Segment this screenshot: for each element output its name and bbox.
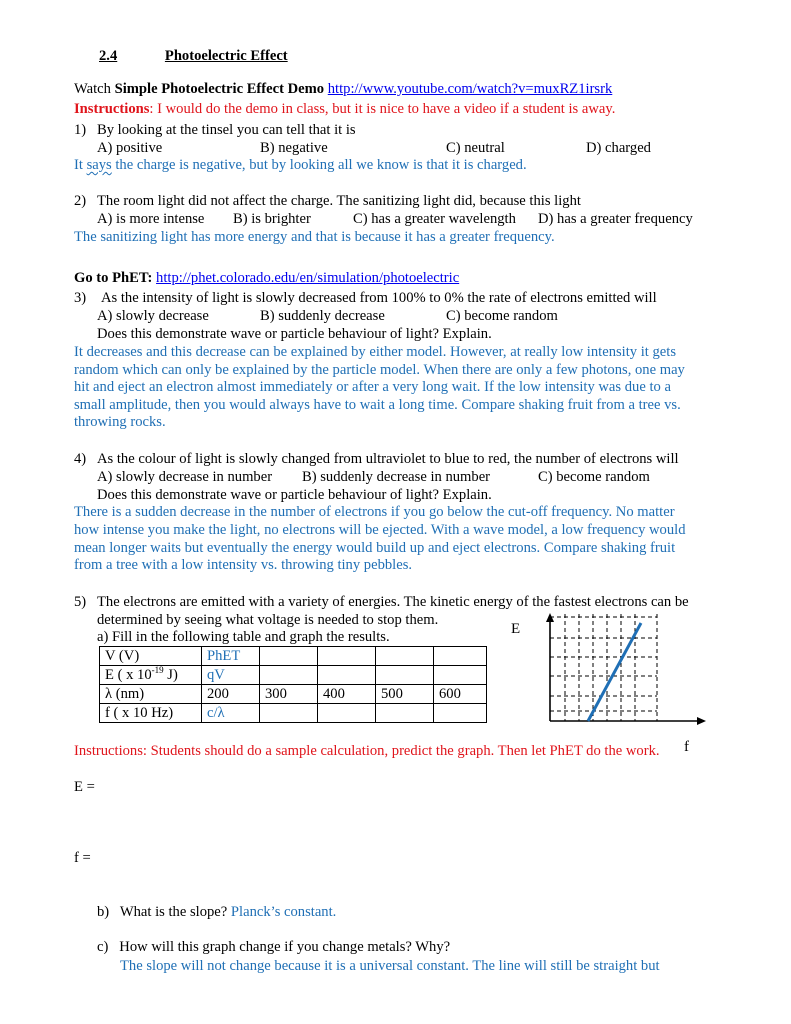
q4-answer-line: how intense you make the light, no electrons will be ejected. With a wave model, a low frequency would xyxy=(74,522,686,538)
data-table xyxy=(99,646,487,723)
graph-y-label: E xyxy=(511,621,521,637)
row-label-e: E ( x $10^{-19}$ J) xyxy=(100,666,202,685)
sketch-graph xyxy=(540,610,710,730)
instructions-label: Instructions xyxy=(74,101,150,117)
table-row xyxy=(100,685,487,704)
table-cell xyxy=(318,666,376,685)
phet-label: Go to PhET: xyxy=(74,270,153,286)
table-cell xyxy=(260,704,318,723)
table-cell: c/λ xyxy=(202,704,260,723)
table-cell: qV xyxy=(202,666,260,685)
table-cell: 600 xyxy=(434,685,487,704)
row-label-lambda: λ (nm) xyxy=(100,685,202,704)
q4-text: As the colour of light is slowly changed from ultraviolet to blue to red, the number of electrons will xyxy=(97,451,679,467)
instructions-text: : I would do the demo in class, but it is nice to have a video if a student is away. xyxy=(149,101,616,117)
section-heading xyxy=(99,47,288,65)
q4-option-a: A) slowly decrease in number xyxy=(97,469,273,485)
watch-prefix: Watch xyxy=(74,81,111,97)
q4-answer-line: mean longer waits but eventually the energy would build up and eject electrons. Compare shaking fruit xyxy=(74,540,676,556)
q2-option-a: A) is more intense xyxy=(97,211,205,227)
table-cell xyxy=(434,704,487,723)
q1-text: By looking at the tinsel you can tell that it is xyxy=(97,122,356,138)
q3-number: 3) xyxy=(74,290,87,306)
q3-answer-line: throwing rocks. xyxy=(74,414,166,430)
q2-answer: The sanitizing light has more energy and that is because it has a greater frequency. xyxy=(74,229,555,245)
graph-axes xyxy=(546,613,706,725)
table-row xyxy=(100,647,487,666)
table-cell xyxy=(376,666,434,685)
row-label-v: V (V) xyxy=(100,647,202,666)
q3-answer-line: random which can only be explained by the particle model. When there are only a few photons, one may xyxy=(74,362,685,378)
q3-followup: Does this demonstrate wave or particle behaviour of light? Explain. xyxy=(97,326,492,342)
part-c-number: c) xyxy=(97,939,109,955)
row-label-f: f ( x 10 Hz) xyxy=(100,704,202,723)
table-cell: 400 xyxy=(318,685,376,704)
q4-option-c: C) become random xyxy=(538,469,650,485)
q5-text-line2: determined by seeing what voltage is needed to stop them. xyxy=(97,612,439,628)
q2-option-d: D) has a greater frequency xyxy=(538,211,693,227)
q1-answer-says: says xyxy=(86,157,112,173)
phet-line xyxy=(74,269,459,287)
q1-option-c: C) neutral xyxy=(446,140,505,156)
q4-answer-line: There is a sudden decrease in the number of electrons if you go below the cut-off frequency. No matter xyxy=(74,504,675,520)
q1-option-a: A) positive xyxy=(97,140,163,156)
q1-number: 1) xyxy=(74,122,87,138)
q3-answer-line: small amplitude, then you would always have to wait a long time. Compare shaking fruit from a tree vs. xyxy=(74,397,681,413)
table-cell xyxy=(434,666,487,685)
part-b-question: What is the slope? xyxy=(119,904,228,920)
part-b xyxy=(97,903,336,921)
q2-text: The room light did not affect the charge. The sanitizing light did, because this light xyxy=(97,193,581,209)
q3-answer-line: It decreases and this decrease can be explained by either model. However, at really low intensity it gets xyxy=(74,344,676,360)
q3-answer-line: hit and eject an electron almost immediately or after a very long wait. If the low intensity was due to a xyxy=(74,379,671,395)
table-cell xyxy=(434,647,487,666)
q3-option-a: A) slowly decrease xyxy=(97,308,209,324)
q2-option-b: B) is brighter xyxy=(233,211,311,227)
q5-number: 5) xyxy=(74,594,87,610)
q1-answer: It says the charge is negative, but by looking all we know is that it is charged. xyxy=(74,157,527,173)
q4-option-b: B) suddenly decrease in number xyxy=(302,469,491,485)
section-title: Photoelectric Effect xyxy=(164,48,288,64)
part-c-question: How will this graph change if you change metals? Why? xyxy=(119,939,451,955)
q3-option-c: C) become random xyxy=(446,308,558,324)
part-b-answer: Planck’s constant. xyxy=(230,904,337,920)
q2-number: 2) xyxy=(74,193,87,209)
phet-link[interactable]: http://phet.colorado.edu/en/simulation/photoelectric xyxy=(156,270,460,286)
watch-line xyxy=(74,80,612,98)
table-cell xyxy=(376,704,434,723)
table-cell xyxy=(318,704,376,723)
section-number: 2.4 xyxy=(99,48,118,64)
table-row xyxy=(100,666,487,685)
q5-part-a: a) Fill in the following table and graph the results. xyxy=(97,629,390,645)
q3-option-b: B) suddenly decrease xyxy=(260,308,385,324)
table-cell: PhET xyxy=(202,647,260,666)
youtube-link[interactable]: http://www.youtube.com/watch?v=muxRZ1irsrk xyxy=(327,81,613,97)
graph-grid xyxy=(550,614,657,721)
graph-x-label: f xyxy=(684,739,689,755)
table-cell xyxy=(260,647,318,666)
f-equation: f = xyxy=(74,850,91,866)
part-b-number: b) xyxy=(97,904,110,920)
table-cell xyxy=(376,647,434,666)
table-cell: 300 xyxy=(260,685,318,704)
table-cell: 500 xyxy=(376,685,434,704)
q1-option-b: B) negative xyxy=(260,140,328,156)
q4-number: 4) xyxy=(74,451,87,467)
q5-instructions: Instructions: Students should do a sample calculation, predict the graph. Then let PhET do the work. xyxy=(74,743,660,759)
q3-text: As the intensity of light is slowly decreased from 100% to 0% the rate of electrons emitted will xyxy=(101,290,657,306)
demo-title: Simple Photoelectric Effect Demo xyxy=(114,81,325,97)
e-equation: E = xyxy=(74,779,95,795)
part-c xyxy=(97,938,450,956)
instructions-line xyxy=(74,100,615,118)
table-row xyxy=(100,704,487,723)
part-c-answer: The slope will not change because it is a universal constant. The line will still be straight but xyxy=(120,958,660,974)
q4-answer-line: from a tree with a low intensity vs. throwing tiny pebbles. xyxy=(74,557,413,573)
table-cell xyxy=(318,647,376,666)
table-cell: 200 xyxy=(202,685,260,704)
q5-text-line1: The electrons are emitted with a variety of energies. The kinetic energy of the fastest electrons can be xyxy=(97,594,689,610)
q4-followup: Does this demonstrate wave or particle behaviour of light? Explain. xyxy=(97,487,492,503)
table-cell xyxy=(260,666,318,685)
q2-option-c: C) has a greater wavelength xyxy=(353,211,516,227)
q1-option-d: D) charged xyxy=(586,140,651,156)
